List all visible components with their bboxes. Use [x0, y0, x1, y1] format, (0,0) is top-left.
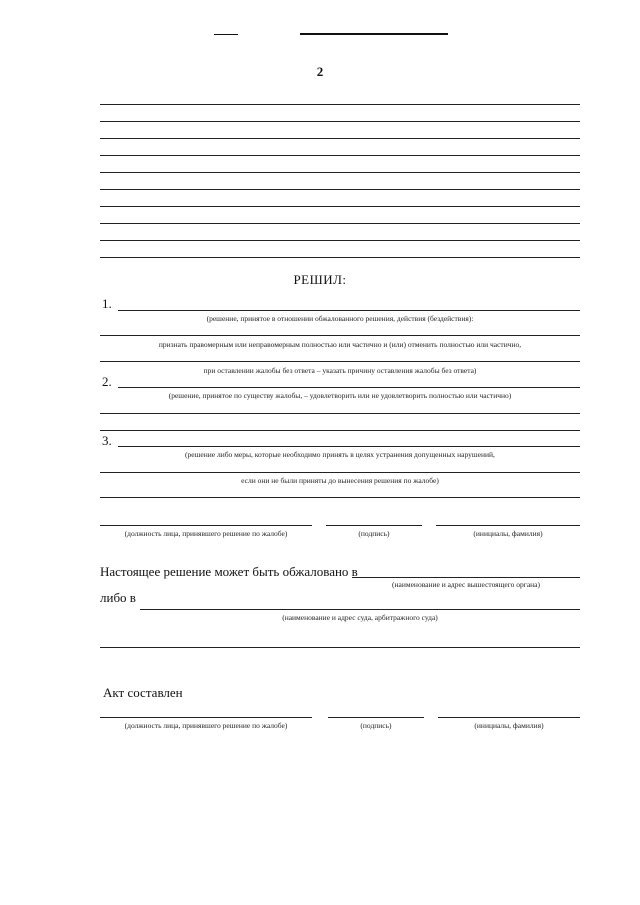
signature2-caption-sign: (подпись) — [360, 721, 392, 730]
blank-line — [100, 172, 580, 173]
fill-line-2c — [100, 430, 580, 431]
page-number: 2 — [316, 64, 324, 79]
fill-line-2 — [118, 387, 580, 388]
item-number-1: 1. — [102, 296, 112, 311]
appeal-higher-line — [352, 577, 580, 578]
appeal-extra-line — [100, 647, 580, 648]
caption-6: если они не были приняты до вынесения решения по жалобе) — [241, 476, 439, 485]
fill-line-1b — [100, 335, 580, 336]
blank-line — [100, 155, 580, 156]
signature2-caption-name: (инициалы, фамилия) — [474, 721, 544, 730]
caption-2: признать правомерным или неправомерным полностью или частично и (или) отменить полностью или частично, — [158, 340, 522, 349]
blank-line — [100, 240, 580, 241]
signature-line-position — [100, 525, 312, 526]
signature-line-name — [436, 525, 580, 526]
blank-line — [100, 223, 580, 224]
signature2-line-name — [438, 717, 580, 718]
caption-1: (решение, принятое в отношении обжалованного решения, действия (бездействия): — [206, 314, 474, 323]
act-text: Акт составлен — [103, 685, 183, 700]
signature-line-sign — [326, 525, 422, 526]
fill-line-3c — [100, 497, 580, 498]
signature2-caption-position: (должность лица, принявшего решение по жалобе) — [124, 721, 288, 730]
blank-line — [100, 206, 580, 207]
appeal-higher-caption: (наименование и адрес вышестоящего органа) — [392, 580, 540, 589]
caption-3: при оставлении жалобы без ответа – указать причину оставления жалобы без ответа) — [203, 366, 477, 375]
signature-caption-name: (инициалы, фамилия) — [473, 529, 543, 538]
blank-line — [100, 121, 580, 122]
fill-line-1 — [118, 310, 580, 311]
appeal-text: Настоящее решение может быть обжаловано в — [100, 564, 358, 579]
appeal-court-line — [140, 609, 580, 610]
fill-line-1c — [100, 361, 580, 362]
signature2-line-sign — [328, 717, 424, 718]
blank-line — [100, 104, 580, 105]
caption-4: (решение, принятое по существу жалобы, – удовлетворить или не удовлетворить полностью или частично) — [168, 391, 512, 400]
fill-line-3 — [118, 446, 580, 447]
blank-line — [100, 189, 580, 190]
signature-caption-position: (должность лица, принявшего решение по жалобе) — [124, 529, 288, 538]
signature2-line-position — [100, 717, 312, 718]
appeal-court-caption: (наименование и адрес суда, арбитражного суда) — [282, 613, 438, 622]
fill-line-3b — [100, 472, 580, 473]
scan-mark-right — [300, 33, 448, 35]
fill-line-2b — [100, 413, 580, 414]
blank-line — [100, 138, 580, 139]
item-number-2: 2. — [102, 374, 112, 389]
scan-mark-left — [214, 34, 238, 35]
caption-5: (решение либо меры, которые необходимо принять в целях устранения допущенных нарушений, — [185, 450, 495, 459]
appeal-or-text: либо в — [100, 590, 136, 605]
section-heading: РЕШИЛ: — [293, 272, 347, 287]
signature-caption-sign: (подпись) — [358, 529, 390, 538]
blank-line — [100, 257, 580, 258]
item-number-3: 3. — [102, 433, 112, 448]
